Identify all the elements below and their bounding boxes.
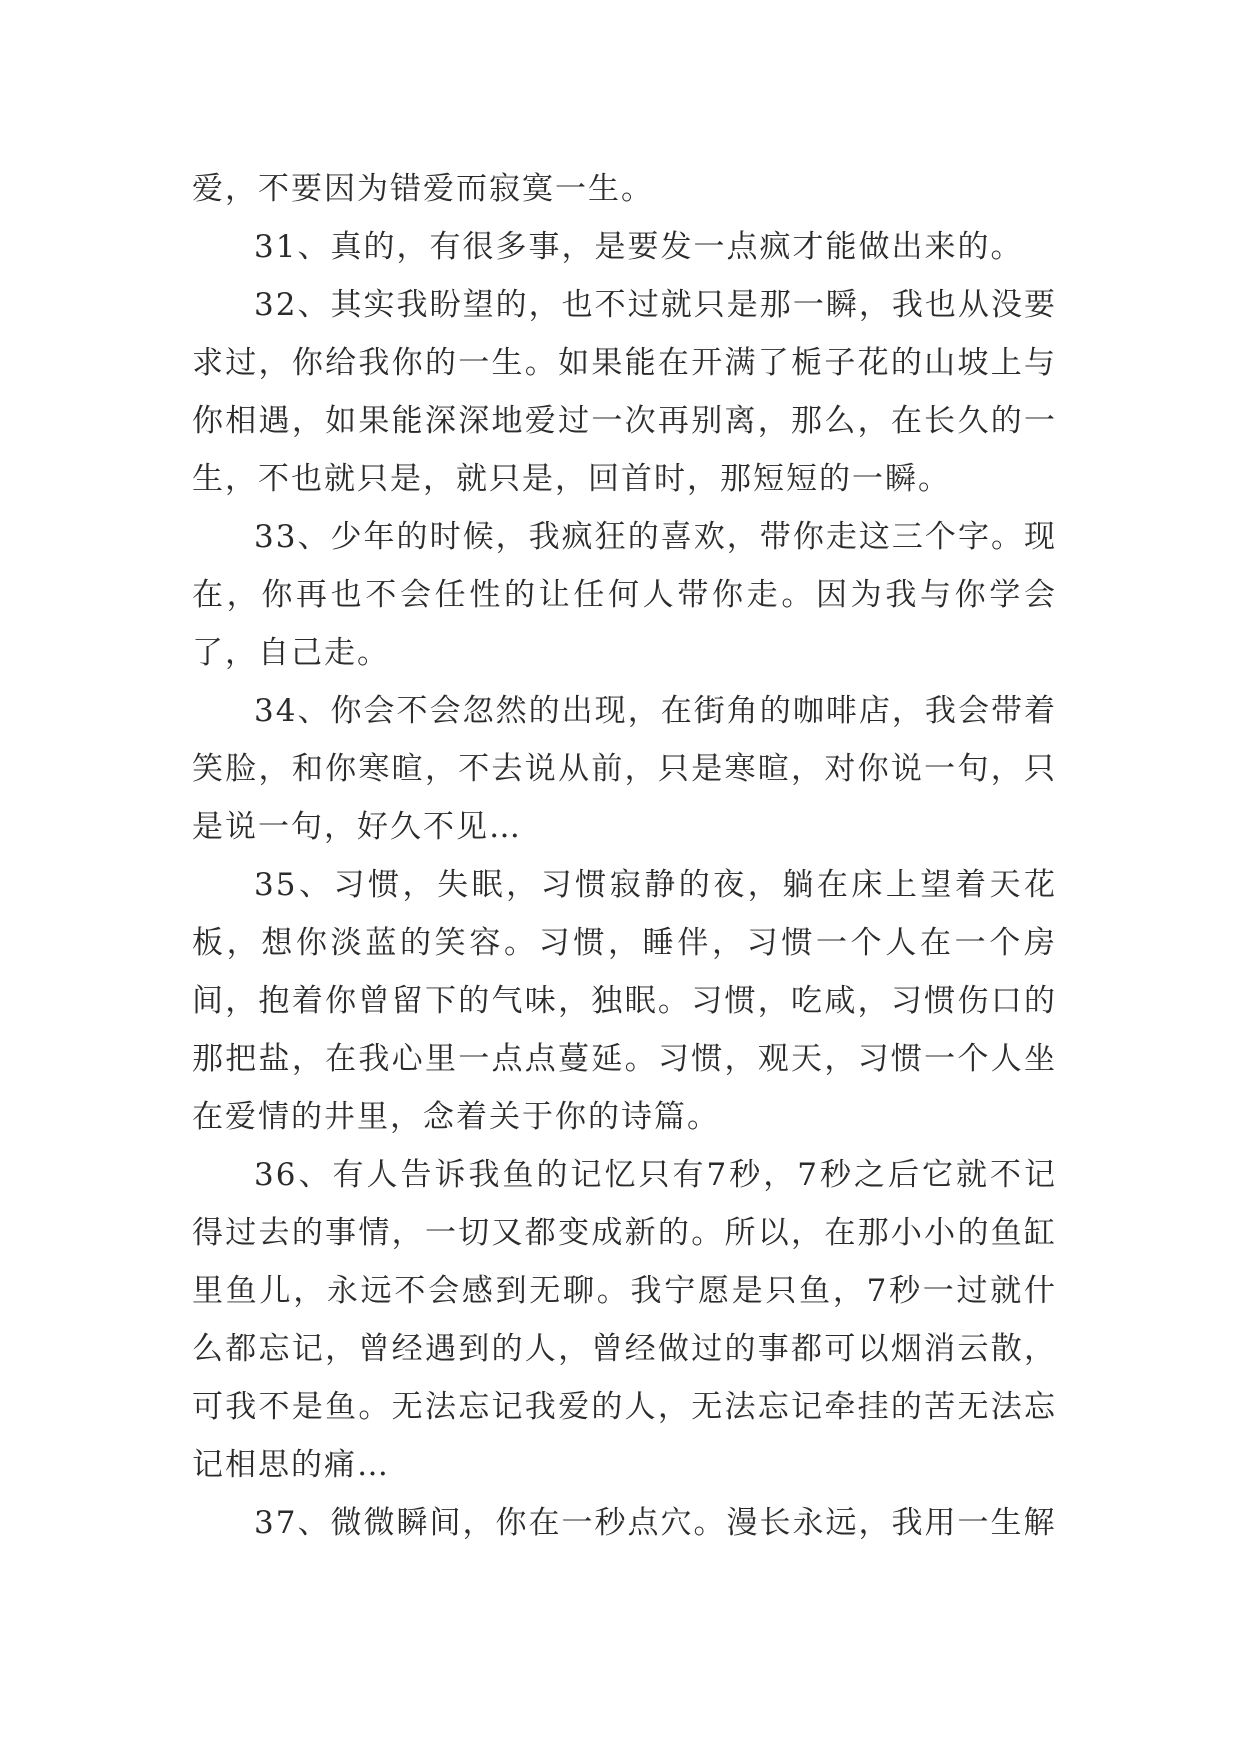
paragraph-37: 37、微微瞬间，你在一秒点穴。漫长永远，我用一生解	[254, 1505, 1057, 1541]
paragraph-32: 32、其实我盼望的，也不过就只是那一瞬，我也从没要求过，你给我你的一生。如果能在开满了栀子花的山坡上与你相遇，如果能深深地爱过一次再别离，那么，在长久的一生，不也就只是，就只是，回首时，那短短的一瞬。	[192, 287, 1057, 497]
paragraph-33: 33、少年的时候，我疯狂的喜欢，带你走这三个字。现在，你再也不会任性的让任何人带你走。因为我与你学会了，自己走。	[192, 519, 1057, 671]
paragraph-34: 34、你会不会忽然的出现，在街角的咖啡店，我会带着笑脸，和你寒暄，不去说从前，只是寒暄，对你说一句，只是说一句，好久不见…	[192, 693, 1057, 845]
document-body	[192, 160, 1057, 1552]
paragraph-36: 36、有人告诉我鱼的记忆只有7秒，7秒之后它就不记得过去的事情，一切又都变成新的。所以，在那小小的鱼缸里鱼儿，永远不会感到无聊。我宁愿是只鱼，7秒一过就什么都忘记，曾经遇到的人，曾经做过的事都可以烟消云散，可我不是鱼。无法忘记我爱的人，无法忘记牵挂的苦无法忘记相思的痛…	[192, 1157, 1057, 1483]
paragraph-continuation: 爱，不要因为错爱而寂寞一生。	[192, 171, 654, 207]
paragraph-31: 31、真的，有很多事，是要发一点疯才能做出来的。	[254, 229, 1024, 265]
paragraph-35: 35、习惯，失眠，习惯寂静的夜，躺在床上望着天花板，想你淡蓝的笑容。习惯，睡伴，习惯一个人在一个房间，抱着你曾留下的气味，独眠。习惯，吃咸，习惯伤口的那把盐，在我心里一点点蔓延。习惯，观天，习惯一个人坐在爱情的井里，念着关于你的诗篇。	[192, 867, 1057, 1135]
